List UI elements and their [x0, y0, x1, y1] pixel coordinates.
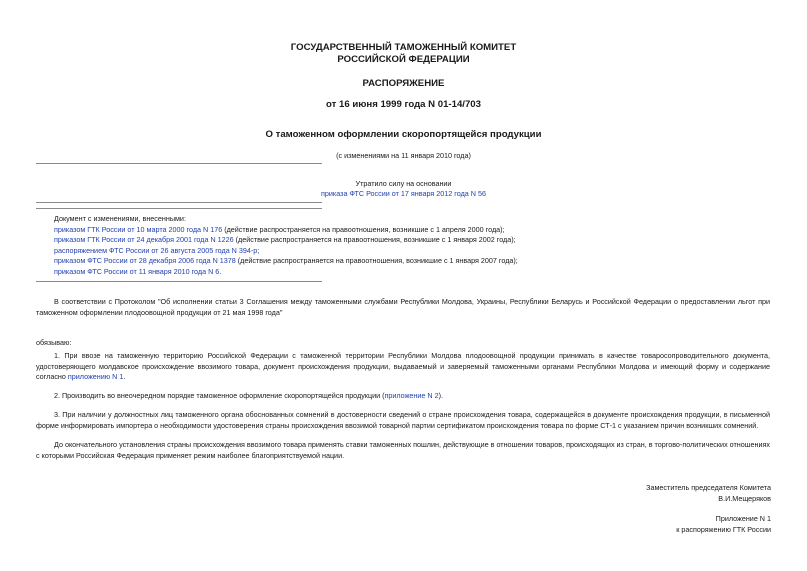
divider-2: [36, 202, 322, 203]
obligate-line: обязываю:: [36, 338, 72, 347]
divider-3: [36, 208, 322, 209]
paragraph-4: До окончательного установления страны происхождения ввозимого товара применять ставки таможенных пошлин, действующие в отношении товаров, происходящих из стран, в торгово-политических отношениях с которыми Российская Федерация применяет режим наиболее благоприятствуемой нации.: [36, 440, 770, 460]
lost-force-text: Утратило силу на основании: [355, 179, 452, 188]
list-item: приказом ГТК России от 10 марта 2000 года N 176 (действие распространяется на правоотношения, возникшие с 1 апреля 2000 года);: [54, 224, 505, 234]
list-item: приказом ФТС России от 11 января 2010 года N 6.: [54, 266, 222, 276]
signatory-position: Заместитель председателя Комитета: [646, 483, 771, 492]
org-line-2: РОССИЙСКОЙ ФЕДЕРАЦИИ: [337, 54, 470, 65]
paragraph-1: 1. При ввозе на таможенную территорию Российской Федерации с таможенной территории Республики Молдова плодоовощной продукции принимать в качестве товаросопроводительного документа, удостоверяющего молдавское происхождение ввозимого товара, документ происхождения продукции, выдаваемый и заверяемый таможенными органами Республики Молдова и имеющий форму и содержание согласно приложению N 1.: [36, 351, 770, 382]
appendix-2-link[interactable]: приложение N 2: [384, 391, 439, 400]
preamble-paragraph: В соответствии с Протоколом "Об исполнении статьи 3 Соглашения между таможенными службами Республики Молдова, Украины, Республики Беларусь и Российской Федерации о предоставлении льгот при таможенном оформлении плодоовощной продукции от 21 мая 1998 года": [36, 297, 770, 317]
appendix-label: Приложение N 1: [715, 514, 771, 523]
divider-1: [36, 163, 322, 164]
appendix-heading: [471, 514, 771, 535]
change-link-3[interactable]: распоряжением ФТС России от 26 августа 2005 года N 394-р: [54, 245, 258, 255]
list-item: приказом ГТК России от 24 декабря 2001 года N 1226 (действие распространяется на правоотношения, возникшие с 1 января 2002 года);: [54, 235, 516, 245]
document-type: РАСПОРЯЖЕНИЕ: [362, 78, 445, 89]
change-link-5[interactable]: приказом ФТС России от 11 января 2010 года N 6: [54, 266, 220, 276]
changes-intro: Документ с изменениями, внесенными:: [54, 214, 186, 223]
lost-force-note: [0, 179, 807, 199]
signatory-name: В.И.Мещеряков: [718, 493, 771, 503]
list-item: приказом ФТС России от 28 декабря 2006 года N 1378 (действие распространяется на правоотношения, возникшие с 1 января 2007 года);: [54, 256, 518, 266]
change-link-2[interactable]: приказом ГТК России от 24 декабря 2001 года N 1226: [54, 235, 234, 245]
lost-force-link[interactable]: приказа ФТС России от 17 января 2012 года N 56: [321, 189, 486, 198]
org-line-1: ГОСУДАРСТВЕННЫЙ ТАМОЖЕННЫЙ КОМИТЕТ: [290, 42, 517, 53]
paragraph-3: 3. При наличии у должностных лиц таможенного органа обоснованных сомнений в достоверности сведений о стране происхождения товара, содержащейся в документе происхождения продукции, в письменной форме информировать импортера о необходимости удостоверения страны происхождения ввозимой товарной партии сертификатом происхождения товара по форме СТ-1 с указанием причин возникших сомнений.: [36, 410, 770, 430]
document-date-number: от 16 июня 1999 года N 01-14/703: [326, 99, 481, 110]
divider-4: [36, 281, 322, 282]
organization-heading: [0, 42, 807, 66]
change-link-1[interactable]: приказом ГТК России от 10 марта 2000 года N 176: [54, 224, 223, 234]
paragraph-2: 2. Производить во внеочередном порядке таможенное оформление скоропортящейся продукции (приложение N 2).: [54, 391, 443, 400]
list-item: распоряжением ФТС России от 26 августа 2005 года N 394-р;: [54, 245, 260, 255]
appendix-ref: к распоряжению ГТК России: [676, 524, 771, 534]
amendments-note: (с изменениями на 11 января 2010 года): [336, 151, 471, 160]
appendix-1-link[interactable]: приложению N 1: [67, 372, 124, 382]
document-title: О таможенном оформлении скоропортящейся продукции: [265, 129, 542, 140]
signature-block: [471, 483, 771, 504]
change-link-4[interactable]: приказом ФТС России от 28 декабря 2006 года N 1378: [54, 256, 236, 266]
changes-list: [54, 214, 518, 278]
